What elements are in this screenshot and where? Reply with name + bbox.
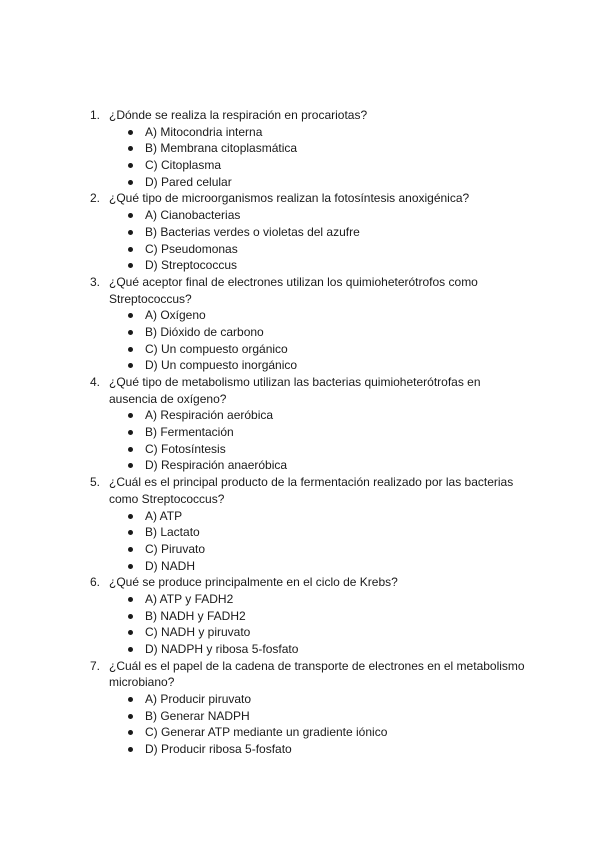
question-text-line: [0, 374, 600, 391]
answer-option: [0, 307, 600, 324]
answer-option: [0, 691, 600, 708]
answer-option: [0, 624, 600, 641]
answer-option: [0, 140, 600, 157]
answer-option-text: B) Fermentación: [145, 425, 234, 440]
bullet-icon: [128, 347, 133, 352]
question-4: [0, 374, 600, 474]
bullet-icon: [128, 514, 133, 519]
answer-option-text: D) Producir ribosa 5-fosfato: [145, 742, 292, 757]
bullet-icon: [128, 730, 133, 735]
answer-option: [0, 508, 600, 525]
question-text: ¿Dónde se realiza la respiración en procariotas?: [109, 108, 368, 122]
bullet-icon: [128, 547, 133, 552]
question-text-line: [0, 674, 600, 691]
question-text: como Streptococcus?: [109, 491, 225, 506]
answer-option-text: A) Cianobacterias: [145, 208, 241, 223]
bullet-icon: [128, 213, 133, 218]
question-1: [0, 107, 600, 190]
bullet-icon: [128, 330, 133, 335]
answer-option: [0, 558, 600, 575]
question-text: Streptococcus?: [109, 291, 192, 306]
answer-option: [0, 708, 600, 725]
question-text: ¿Qué tipo de microorganismos realizan la fotosíntesis anoxigénica?: [109, 191, 470, 206]
answer-option-text: C) Generar ATP mediante un gradiente iónico: [145, 725, 388, 740]
answer-option-text: B) Lactato: [145, 525, 200, 540]
answer-option: [0, 441, 600, 458]
question-number: 4.: [90, 375, 101, 389]
answer-option-text: B) NADH y FADH2: [145, 608, 246, 623]
answer-option: [0, 224, 600, 241]
answer-option-text: D) Respiración anaeróbica: [145, 458, 288, 473]
question-number: 3.: [90, 274, 101, 289]
question-text: microbiano?: [109, 675, 175, 690]
answer-option: [0, 124, 600, 141]
answer-option-text: D) NADPH y ribosa 5-fosfato: [145, 642, 299, 656]
answer-option-text: B) Dióxido de carbono: [145, 324, 264, 339]
answer-option: [0, 257, 600, 274]
question-number: 2.: [90, 191, 101, 206]
answer-option-text: D) Pared celular: [145, 174, 232, 189]
bullet-icon: [128, 230, 133, 235]
answer-option-text: A) Mitocondria interna: [145, 124, 263, 139]
answer-option-text: D) Streptococcus: [145, 258, 238, 273]
question-2: [0, 190, 600, 273]
answer-option: [0, 457, 600, 474]
answer-option: [0, 357, 600, 374]
question-text: ¿Cuál es el principal producto de la fermentación realizado por las bacterias: [109, 475, 514, 490]
question-text-line: [0, 491, 600, 508]
answer-option-text: C) NADH y piruvato: [145, 625, 251, 640]
answer-option-text: C) Un compuesto orgánico: [145, 341, 288, 356]
bullet-icon: [128, 647, 133, 652]
answer-option-text: B) Membrana citoplasmática: [145, 141, 298, 156]
question-text: ¿Qué tipo de metabolismo utilizan las bacterias quimioheterótrofas en: [109, 375, 481, 389]
question-text-line: [0, 190, 600, 207]
question-text: ¿Qué aceptor final de electrones utilizan los quimioheterótrofos como: [109, 274, 478, 289]
bullet-icon: [128, 447, 133, 452]
answer-option-text: B) Generar NADPH: [145, 708, 250, 723]
question-text-line: [0, 658, 600, 675]
bullet-icon: [128, 146, 133, 151]
question-7: [0, 658, 600, 758]
bullet-icon: [128, 263, 133, 268]
answer-option: [0, 324, 600, 341]
answer-option-text: A) Respiración aeróbica: [145, 408, 274, 423]
question-text-line: [0, 574, 600, 591]
question-text: ¿Qué se produce principalmente en el ciclo de Krebs?: [109, 575, 398, 590]
bullet-icon: [128, 313, 133, 318]
answer-option-text: B) Bacterias verdes o violetas del azufre: [145, 224, 360, 239]
answer-option: [0, 424, 600, 441]
question-number: 7.: [90, 658, 101, 673]
answer-option: [0, 741, 600, 758]
answer-option: [0, 207, 600, 224]
bullet-icon: [128, 247, 133, 252]
bullet-icon: [128, 630, 133, 635]
answer-option-text: C) Citoplasma: [145, 158, 222, 173]
answer-option: [0, 724, 600, 741]
answer-option: [0, 241, 600, 258]
question-text-line: [0, 474, 600, 491]
bullet-icon: [128, 413, 133, 418]
question-5: [0, 474, 600, 574]
question-number: 5.: [90, 475, 101, 490]
bullet-icon: [128, 597, 133, 602]
bullet-icon: [128, 163, 133, 168]
answer-option-text: A) Producir piruvato: [145, 692, 252, 707]
answer-option-text: C) Piruvato: [145, 541, 206, 556]
answer-option: [0, 341, 600, 358]
bullet-icon: [128, 564, 133, 569]
answer-option-text: D) NADH: [145, 558, 195, 573]
bullet-icon: [128, 714, 133, 719]
answer-option: [0, 407, 600, 424]
bullet-icon: [128, 530, 133, 535]
bullet-icon: [128, 697, 133, 702]
answer-option-text: A) Oxígeno: [145, 308, 206, 323]
question-6: [0, 574, 600, 657]
question-text-line: [0, 291, 600, 308]
bullet-icon: [128, 180, 133, 185]
answer-option-text: C) Fotosíntesis: [145, 441, 226, 456]
answer-option: [0, 541, 600, 558]
bullet-icon: [128, 614, 133, 619]
answer-option: [0, 157, 600, 174]
answer-option-text: C) Pseudomonas: [145, 241, 238, 256]
answer-option: [0, 591, 600, 608]
question-text-line: [0, 107, 600, 124]
answer-option: [0, 641, 600, 658]
answer-option: [0, 174, 600, 191]
answer-option: [0, 608, 600, 625]
answer-option-text: A) ATP y FADH2: [145, 591, 234, 606]
bullet-icon: [128, 430, 133, 435]
bullet-icon: [128, 747, 133, 752]
answer-option: [0, 524, 600, 541]
question-text: ausencia de oxígeno?: [109, 391, 227, 406]
bullet-icon: [128, 463, 133, 468]
question-number: 6.: [90, 575, 101, 590]
question-text-line: [0, 274, 600, 291]
bullet-icon: [128, 130, 133, 135]
bullet-icon: [128, 363, 133, 368]
answer-option-text: D) Un compuesto inorgánico: [145, 358, 298, 373]
quiz-document: [0, 107, 600, 758]
question-text-line: [0, 391, 600, 408]
question-text: ¿Cuál es el papel de la cadena de transporte de electrones en el metabolismo: [109, 658, 525, 673]
question-3: [0, 274, 600, 374]
answer-option-text: A) ATP: [145, 508, 183, 523]
question-number: 1.: [90, 108, 101, 122]
